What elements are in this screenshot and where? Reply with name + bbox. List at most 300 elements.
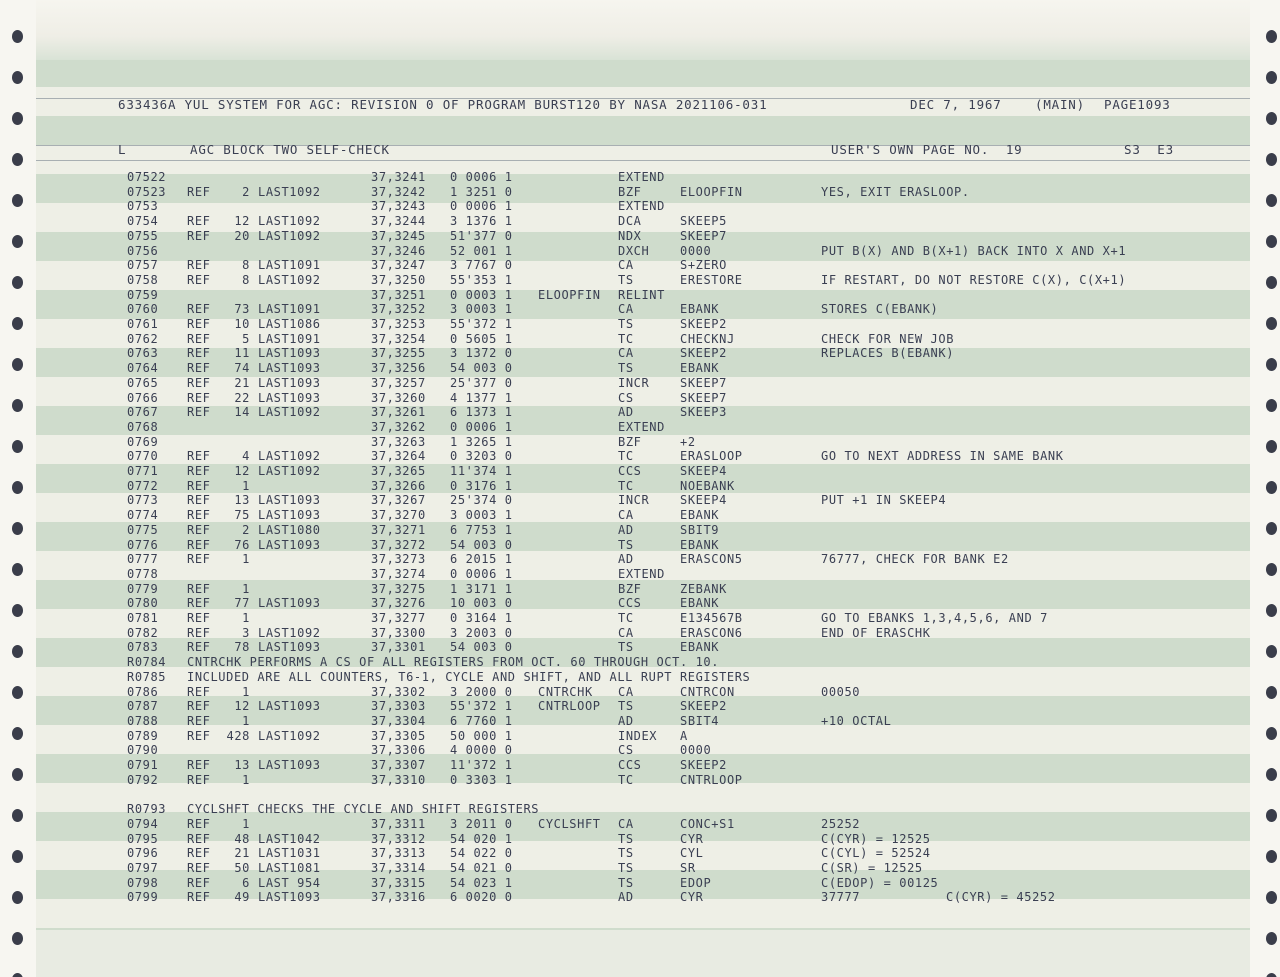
octal-word: 25'377 0 <box>450 375 513 390</box>
ref-marker: REF <box>187 758 211 772</box>
ref-marker: REF <box>187 625 211 640</box>
last-ref: LAST1092 <box>258 272 321 287</box>
memory-address: 37,3246 <box>371 243 426 258</box>
operand: EBANK <box>680 640 720 655</box>
ref-count: 11 <box>234 346 250 361</box>
last-ref: LAST1093 <box>258 493 321 508</box>
opcode: CCS <box>618 758 642 772</box>
ref-count: 2 <box>242 184 250 199</box>
ref-marker: REF <box>187 184 211 199</box>
line-number: 0780 <box>127 596 159 611</box>
memory-address: 37,3261 <box>371 405 426 420</box>
octal-word: 54 003 0 <box>450 537 513 552</box>
ref-marker: REF <box>187 522 211 537</box>
memory-address: 37,3305 <box>371 728 426 743</box>
opcode: TS <box>618 361 634 376</box>
ref-marker: REF <box>187 449 211 464</box>
tractor-hole <box>1266 563 1277 576</box>
octal-word: 52 001 1 <box>450 243 513 258</box>
last-ref: LAST1086 <box>258 317 321 331</box>
tractor-hole <box>12 891 23 904</box>
symbol-label: CNTRCHK <box>538 684 593 699</box>
tractor-hole <box>1266 358 1277 371</box>
ref-count: 78 <box>234 640 250 655</box>
memory-address: 37,3245 <box>371 228 426 243</box>
opcode: INCR <box>618 493 650 508</box>
comment: 25252 <box>821 816 861 831</box>
line-number: 07523 <box>127 184 167 199</box>
tractor-hole <box>1266 891 1277 904</box>
comment: 00050 <box>821 684 861 699</box>
ref-marker: REF <box>187 860 211 875</box>
opcode: INCR <box>618 375 650 390</box>
line-number: 0794 <box>127 816 159 831</box>
opcode: CA <box>618 816 634 831</box>
memory-address: 37,3253 <box>371 317 426 331</box>
operand: EBANK <box>680 537 720 552</box>
ref-count: 14 <box>234 405 250 420</box>
line-number: 0775 <box>127 522 159 537</box>
remark-text: CNTRCHK PERFORMS A CS OF ALL REGISTERS FROM OCT. 60 THROUGH OCT. 10. <box>187 655 720 670</box>
octal-word: 0 5605 1 <box>450 331 513 346</box>
line-number: 0799 <box>127 890 159 905</box>
opcode: TC <box>618 331 634 346</box>
tractor-hole <box>1266 194 1277 207</box>
comment: PUT B(X) AND B(X+1) BACK INTO X AND X+1 <box>821 243 1127 258</box>
page-banner: 633436A YUL SYSTEM FOR AGC: REVISION 0 OF PROGRAM BURST120 BY NASA 2021106-031 <box>118 97 768 112</box>
operand: SKEEP7 <box>680 390 727 405</box>
octal-word: 6 1373 1 <box>450 405 513 420</box>
octal-word: 3 2011 0 <box>450 816 513 831</box>
opcode: CS <box>618 390 634 405</box>
line-number: 0773 <box>127 493 159 508</box>
ref-count: 21 <box>234 375 250 390</box>
comment: C(SR) = 12525 <box>821 860 923 875</box>
tractor-hole <box>12 235 23 248</box>
tractor-hole <box>12 317 23 330</box>
tractor-hole <box>1266 686 1277 699</box>
octal-word: 6 7753 1 <box>450 522 513 537</box>
octal-word: 1 3171 1 <box>450 581 513 596</box>
last-ref: LAST1092 <box>258 728 321 743</box>
last-ref: LAST1093 <box>258 361 321 376</box>
line-number: 0756 <box>127 243 159 258</box>
section-code: S3 E3 <box>1124 142 1174 157</box>
memory-address: 37,3263 <box>371 434 426 449</box>
opcode: DXCH <box>618 243 650 258</box>
ref-marker: REF <box>187 713 211 728</box>
ref-marker: REF <box>187 302 211 317</box>
ref-marker: REF <box>187 552 211 567</box>
ref-marker: REF <box>187 346 211 361</box>
ref-count: 12 <box>234 699 250 714</box>
memory-address: 37,3312 <box>371 831 426 846</box>
octal-word: 55'372 1 <box>450 317 513 331</box>
remark-line-number: R0784 <box>127 655 167 670</box>
last-ref: LAST1092 <box>258 405 321 420</box>
ref-count: 6 <box>242 875 250 890</box>
operand: SKEEP2 <box>680 699 727 714</box>
ref-count: 1 <box>242 684 250 699</box>
line-number: 0796 <box>127 846 159 861</box>
comment: PUT +1 IN SKEEP4 <box>821 493 947 508</box>
ref-marker: REF <box>187 405 211 420</box>
opcode: DCA <box>618 214 642 229</box>
octal-word: 54 022 0 <box>450 846 513 861</box>
memory-address: 37,3276 <box>371 596 426 611</box>
opcode: TS <box>618 831 634 846</box>
line-number: 0786 <box>127 684 159 699</box>
octal-word: 54 021 0 <box>450 860 513 875</box>
memory-address: 37,3300 <box>371 625 426 640</box>
octal-word: 11'372 1 <box>450 758 513 772</box>
opcode: TC <box>618 611 634 625</box>
last-ref: LAST1092 <box>258 184 321 199</box>
ref-count: 76 <box>234 537 250 552</box>
ref-count: 1 <box>242 713 250 728</box>
operand: +2 <box>680 434 696 449</box>
last-ref: LAST1093 <box>258 890 321 905</box>
line-number: 0781 <box>127 611 159 625</box>
operand: CYR <box>680 890 704 905</box>
octal-word: 6 7760 1 <box>450 713 513 728</box>
octal-word: 1 3251 0 <box>450 184 513 199</box>
last-ref: LAST1093 <box>258 640 321 655</box>
memory-address: 37,3313 <box>371 846 426 861</box>
tractor-hole <box>12 522 23 535</box>
line-number: 0777 <box>127 552 159 567</box>
ref-count: 73 <box>234 302 250 317</box>
octal-word: 50 000 1 <box>450 728 513 743</box>
octal-word: 6 2015 1 <box>450 552 513 567</box>
print-date: DEC 7, 1967 <box>910 97 1002 112</box>
ref-count: 5 <box>242 331 250 346</box>
operand: S+ZERO <box>680 258 727 273</box>
octal-word: 0 0006 1 <box>450 566 513 581</box>
line-number: 0769 <box>127 434 159 449</box>
tractor-hole <box>12 727 23 740</box>
octal-word: 54 003 0 <box>450 361 513 376</box>
tractor-hole <box>12 30 23 43</box>
tractor-hole <box>1266 399 1277 412</box>
operand: SR <box>680 860 696 875</box>
line-number: 0788 <box>127 713 159 728</box>
octal-word: 0 3164 1 <box>450 611 513 625</box>
opcode: EXTEND <box>618 170 665 184</box>
memory-address: 37,3244 <box>371 214 426 229</box>
opcode: BZF <box>618 184 642 199</box>
ref-marker: REF <box>187 228 211 243</box>
tractor-hole <box>12 112 23 125</box>
comment: STORES C(EBANK) <box>821 302 939 317</box>
tractor-hole <box>1266 30 1277 43</box>
memory-address: 37,3267 <box>371 493 426 508</box>
operand: EBANK <box>680 302 720 317</box>
last-ref: LAST1042 <box>258 831 321 846</box>
operand: ERESTORE <box>680 272 743 287</box>
operand: CYR <box>680 831 704 846</box>
operand: 0000 <box>680 243 712 258</box>
ref-count: 4 <box>242 449 250 464</box>
ref-marker: REF <box>187 875 211 890</box>
operand: SKEEP2 <box>680 346 727 361</box>
ref-marker: REF <box>187 816 211 831</box>
opcode: BZF <box>618 581 642 596</box>
tractor-hole <box>1266 850 1277 863</box>
memory-address: 37,3251 <box>371 287 426 302</box>
operand: CHECKNJ <box>680 331 735 346</box>
last-ref: LAST1093 <box>258 508 321 523</box>
opcode: TS <box>618 272 634 287</box>
remark-text: INCLUDED ARE ALL COUNTERS, T6-1, CYCLE AND SHIFT, AND ALL RUPT REGISTERS <box>187 669 751 684</box>
tractor-hole <box>12 645 23 658</box>
last-ref: LAST1091 <box>258 258 321 273</box>
opcode: TS <box>618 875 634 890</box>
last-ref: LAST1093 <box>258 375 321 390</box>
octal-word: 25'374 0 <box>450 493 513 508</box>
opcode: CCS <box>618 596 642 611</box>
memory-address: 37,3250 <box>371 272 426 287</box>
comment: C(EDOP) = 00125 <box>821 875 939 890</box>
opcode: AD <box>618 890 634 905</box>
ref-marker: REF <box>187 772 211 787</box>
octal-word: 54 003 0 <box>450 640 513 655</box>
comment: CHECK FOR NEW JOB <box>821 331 955 346</box>
rule-line <box>36 160 1250 161</box>
line-number: 0783 <box>127 640 159 655</box>
tractor-hole <box>1266 932 1277 945</box>
memory-address: 37,3272 <box>371 537 426 552</box>
tractor-hole <box>12 809 23 822</box>
operand: SKEEP2 <box>680 317 727 331</box>
memory-address: 37,3315 <box>371 875 426 890</box>
octal-word: 10 003 0 <box>450 596 513 611</box>
last-ref: LAST1093 <box>258 537 321 552</box>
operand: SKEEP4 <box>680 493 727 508</box>
tractor-hole <box>1266 604 1277 617</box>
octal-word: 6 0020 0 <box>450 890 513 905</box>
opcode: TS <box>618 699 634 714</box>
line-number: 0789 <box>127 728 159 743</box>
line-number: 0792 <box>127 772 159 787</box>
operand: CNTRLOOP <box>680 772 743 787</box>
ref-marker: REF <box>187 831 211 846</box>
tractor-hole <box>1266 112 1277 125</box>
last-ref: LAST1092 <box>258 449 321 464</box>
line-number: 0778 <box>127 566 159 581</box>
octal-word: 55'353 1 <box>450 272 513 287</box>
comment: GO TO EBANKS 1,3,4,5,6, AND 7 <box>821 611 1048 625</box>
opcode: EXTEND <box>618 419 665 434</box>
ref-marker: REF <box>187 331 211 346</box>
tractor-hole <box>12 604 23 617</box>
memory-address: 37,3257 <box>371 375 426 390</box>
memory-address: 37,3273 <box>371 552 426 567</box>
octal-word: 0 0006 1 <box>450 199 513 214</box>
tractor-hole <box>1266 71 1277 84</box>
operand: E134567B <box>680 611 743 625</box>
ref-count: 12 <box>234 464 250 478</box>
tractor-hole <box>12 358 23 371</box>
line-number: 07522 <box>127 170 167 184</box>
octal-word: 0 3203 0 <box>450 449 513 464</box>
symbol-label: CYCLSHFT <box>538 816 601 831</box>
ref-marker: REF <box>187 272 211 287</box>
opcode: CA <box>618 625 634 640</box>
remark-text: CYCLSHFT CHECKS THE CYCLE AND SHIFT REGISTERS <box>187 802 540 817</box>
memory-address: 37,3303 <box>371 699 426 714</box>
ref-count: 77 <box>234 596 250 611</box>
opcode: CA <box>618 684 634 699</box>
comment: C(CYR) = 12525 <box>821 831 931 846</box>
operand: 0000 <box>680 743 712 758</box>
last-ref: LAST 954 <box>258 875 321 890</box>
symbol-label: CNTRLOOP <box>538 699 601 714</box>
operand: CONC+S1 <box>680 816 735 831</box>
memory-address: 37,3264 <box>371 449 426 464</box>
tractor-hole <box>1266 235 1277 248</box>
ref-count: 3 <box>242 625 250 640</box>
operand: A <box>680 728 688 743</box>
memory-address: 37,3304 <box>371 713 426 728</box>
comment: C(CYL) = 52524 <box>821 846 931 861</box>
memory-address: 37,3256 <box>371 361 426 376</box>
section-mark: L <box>118 142 127 157</box>
ref-count: 1 <box>242 772 250 787</box>
line-number: 0754 <box>127 214 159 229</box>
line-number: 0774 <box>127 508 159 523</box>
ref-count: 1 <box>242 581 250 596</box>
tractor-hole <box>12 399 23 412</box>
tractor-hole <box>12 768 23 781</box>
comment: 76777, CHECK FOR BANK E2 <box>821 552 1009 567</box>
ref-count: 13 <box>234 758 250 772</box>
ref-marker: REF <box>187 537 211 552</box>
opcode: RELINT <box>618 287 665 302</box>
ref-marker: REF <box>187 493 211 508</box>
opcode: TC <box>618 772 634 787</box>
tractor-hole <box>12 276 23 289</box>
line-number: 0757 <box>127 258 159 273</box>
line-number: 0797 <box>127 860 159 875</box>
ref-count: 75 <box>234 508 250 523</box>
comment: END OF ERASCHK <box>821 625 931 640</box>
octal-word: 0 3303 1 <box>450 772 513 787</box>
ref-count: 1 <box>242 478 250 493</box>
octal-word: 3 1376 1 <box>450 214 513 229</box>
opcode: AD <box>618 713 634 728</box>
ref-marker: REF <box>187 390 211 405</box>
opcode: AD <box>618 522 634 537</box>
memory-address: 37,3247 <box>371 258 426 273</box>
comment-extra: C(CYR) = 45252 <box>946 890 1056 905</box>
line-number: 0790 <box>127 743 159 758</box>
ref-count: 74 <box>234 361 250 376</box>
memory-address: 37,3265 <box>371 464 426 478</box>
opcode: BZF <box>618 434 642 449</box>
octal-word: 55'372 1 <box>450 699 513 714</box>
ref-marker: REF <box>187 317 211 331</box>
ref-marker: REF <box>187 478 211 493</box>
line-number: 0776 <box>127 537 159 552</box>
line-number: 0768 <box>127 419 159 434</box>
operand: SKEEP2 <box>680 758 727 772</box>
line-number: 0772 <box>127 478 159 493</box>
last-ref: LAST1081 <box>258 860 321 875</box>
tractor-hole <box>1266 645 1277 658</box>
ref-marker: REF <box>187 684 211 699</box>
tractor-hole <box>1266 768 1277 781</box>
octal-word: 3 0003 1 <box>450 302 513 317</box>
memory-address: 37,3311 <box>371 816 426 831</box>
tractor-hole <box>1266 317 1277 330</box>
operand: ERASLOOP <box>680 449 743 464</box>
memory-address: 37,3254 <box>371 331 426 346</box>
line-number: 0759 <box>127 287 159 302</box>
comment: 37777 <box>821 890 861 905</box>
tractor-hole <box>1266 481 1277 494</box>
memory-address: 37,3262 <box>371 419 426 434</box>
tractor-hole <box>1266 522 1277 535</box>
octal-word: 1 3265 1 <box>450 434 513 449</box>
ref-marker: REF <box>187 508 211 523</box>
section-title: AGC BLOCK TWO SELF-CHECK <box>190 142 390 157</box>
operand: SKEEP7 <box>680 228 727 243</box>
memory-address: 37,3255 <box>371 346 426 361</box>
operand: CNTRCON <box>680 684 735 699</box>
line-number: 0762 <box>127 331 159 346</box>
operand: SKEEP5 <box>680 214 727 229</box>
opcode: NDX <box>618 228 642 243</box>
memory-address: 37,3270 <box>371 508 426 523</box>
octal-word: 3 1372 0 <box>450 346 513 361</box>
ref-marker: REF <box>187 581 211 596</box>
octal-word: 11'374 1 <box>450 464 513 478</box>
operand: SBIT9 <box>680 522 720 537</box>
memory-address: 37,3302 <box>371 684 426 699</box>
tractor-hole <box>1266 727 1277 740</box>
ref-count: 20 <box>234 228 250 243</box>
octal-word: 54 020 1 <box>450 831 513 846</box>
octal-word: 3 2000 0 <box>450 684 513 699</box>
print-mode: (MAIN) <box>1035 97 1085 112</box>
opcode: CA <box>618 508 634 523</box>
tractor-hole <box>12 194 23 207</box>
opcode: TC <box>618 449 634 464</box>
tractor-hole <box>1266 809 1277 822</box>
opcode: EXTEND <box>618 199 665 214</box>
opcode: AD <box>618 552 634 567</box>
memory-address: 37,3243 <box>371 199 426 214</box>
memory-address: 37,3266 <box>371 478 426 493</box>
comment: IF RESTART, DO NOT RESTORE C(X), C(X+1) <box>821 272 1127 287</box>
line-number: 0798 <box>127 875 159 890</box>
opcode: TS <box>618 640 634 655</box>
ref-marker: REF <box>187 611 211 625</box>
memory-address: 37,3260 <box>371 390 426 405</box>
operand: ELOOPFIN <box>680 184 743 199</box>
memory-address: 37,3306 <box>371 743 426 758</box>
ref-count: 22 <box>234 390 250 405</box>
ref-marker: REF <box>187 214 211 229</box>
memory-address: 37,3310 <box>371 772 426 787</box>
operand: SKEEP3 <box>680 405 727 420</box>
ref-count: 21 <box>234 846 250 861</box>
tractor-hole <box>12 481 23 494</box>
operand: EBANK <box>680 361 720 376</box>
operand: SKEEP4 <box>680 464 727 478</box>
operand: ERASCON6 <box>680 625 743 640</box>
